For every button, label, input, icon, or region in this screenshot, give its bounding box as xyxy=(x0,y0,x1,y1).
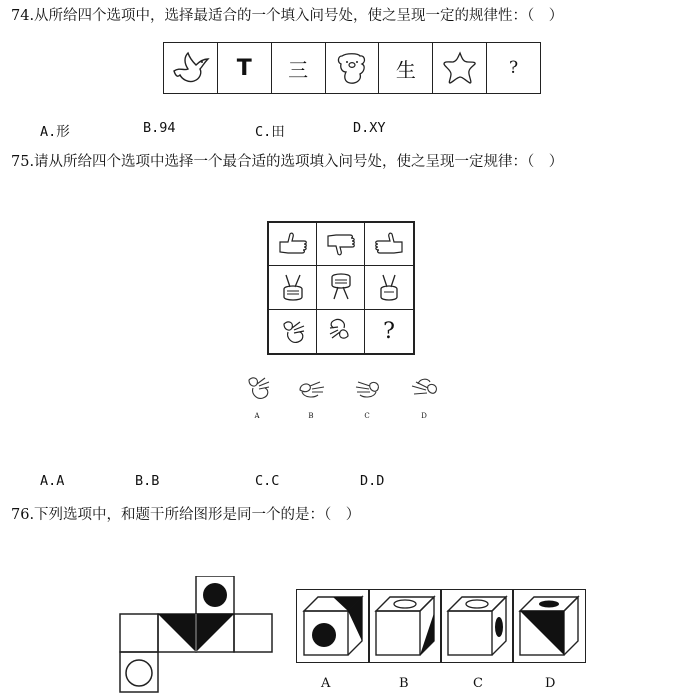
grid-cell-victory-1 xyxy=(269,266,317,309)
cube-option-d[interactable] xyxy=(516,593,582,659)
cube-label-b: B xyxy=(399,676,409,691)
victory-hand-down-icon xyxy=(326,271,356,303)
q74-cell-koala xyxy=(326,43,380,93)
koala-icon xyxy=(334,50,370,86)
ok-hand-icon xyxy=(278,316,308,346)
hand-option-label-d: D xyxy=(421,412,427,420)
dove-icon xyxy=(170,51,210,85)
q74-cell-sheng: 生 xyxy=(379,43,433,93)
ok-hand-icon xyxy=(326,316,356,346)
hand-option-c[interactable] xyxy=(352,376,382,404)
q74-cell-star xyxy=(433,43,487,93)
q74-cell-san: 三 xyxy=(272,43,326,93)
ok-hand-icon xyxy=(408,376,440,400)
grid-cell-thumb-up-2 xyxy=(365,223,413,266)
cube-label-c: C xyxy=(473,676,483,691)
q76-stem: 76.下列选项中，和题干所给图形是同一个的是：（ ） xyxy=(11,507,361,523)
cube-option-c[interactable] xyxy=(444,593,510,659)
thumbs-up-icon xyxy=(372,230,406,258)
q74-option-c[interactable]: C.田 xyxy=(255,124,285,140)
grid-cell-ok-2 xyxy=(317,310,365,353)
grid-cell-victory-down xyxy=(317,266,365,309)
q74-option-a[interactable]: A.形 xyxy=(40,124,70,140)
q75-option-a[interactable]: A.A xyxy=(40,473,65,489)
thumbs-down-icon xyxy=(324,230,358,258)
q74-sequence-row xyxy=(163,42,541,94)
cube-label-d: D xyxy=(545,676,556,691)
cube-option-b[interactable] xyxy=(372,593,438,659)
cube-strip-divider xyxy=(512,589,514,663)
hand-option-d[interactable] xyxy=(408,376,440,404)
ok-hand-icon xyxy=(296,376,326,400)
hand-option-label-b: B xyxy=(308,412,314,420)
grid-cell-thumb-down xyxy=(317,223,365,266)
q74-cell-question: ? xyxy=(509,58,519,78)
grid-cell-victory-2 xyxy=(365,266,413,309)
q74-option-d[interactable]: D.XY xyxy=(353,120,386,136)
q75-option-d[interactable]: D.D xyxy=(360,473,385,489)
ok-hand-icon xyxy=(243,374,273,402)
ok-hand-icon xyxy=(352,376,382,400)
q75-hand-grid xyxy=(267,221,415,355)
hand-option-label-a: A xyxy=(254,412,260,420)
q74-option-b[interactable]: B.94 xyxy=(143,120,176,136)
grid-cell-thumb-up-1 xyxy=(269,223,317,266)
hand-option-label-c: C xyxy=(364,412,370,420)
grid-cell-question: ? xyxy=(383,318,395,344)
q74-cell-dove xyxy=(164,43,218,93)
grid-cell-ok-1 xyxy=(269,310,317,353)
thumbs-up-icon xyxy=(276,230,310,258)
q75-option-c[interactable]: C.C xyxy=(255,473,280,489)
cube-label-a: A xyxy=(321,676,331,691)
victory-hand-icon xyxy=(374,271,404,303)
q75-stem: 75.请从所给四个选项中选择一个最合适的选项填入问号处，使之呈现一定规律：（ ） xyxy=(11,154,564,170)
q75-option-b[interactable]: B.B xyxy=(135,473,160,489)
victory-hand-icon xyxy=(278,271,308,303)
q74-stem: 74.从所给四个选项中，选择最适合的一个填入问号处，使之呈现一定的规律性：（ ） xyxy=(11,8,564,24)
q74-cell-t: T xyxy=(218,43,272,93)
star-icon xyxy=(441,50,479,86)
hand-option-a[interactable] xyxy=(243,374,273,406)
cube-option-a[interactable] xyxy=(300,593,366,659)
cube-net-diagram xyxy=(118,576,278,696)
hand-option-b[interactable] xyxy=(296,376,326,404)
cube-strip-divider xyxy=(440,589,442,663)
cube-strip-divider xyxy=(368,589,370,663)
